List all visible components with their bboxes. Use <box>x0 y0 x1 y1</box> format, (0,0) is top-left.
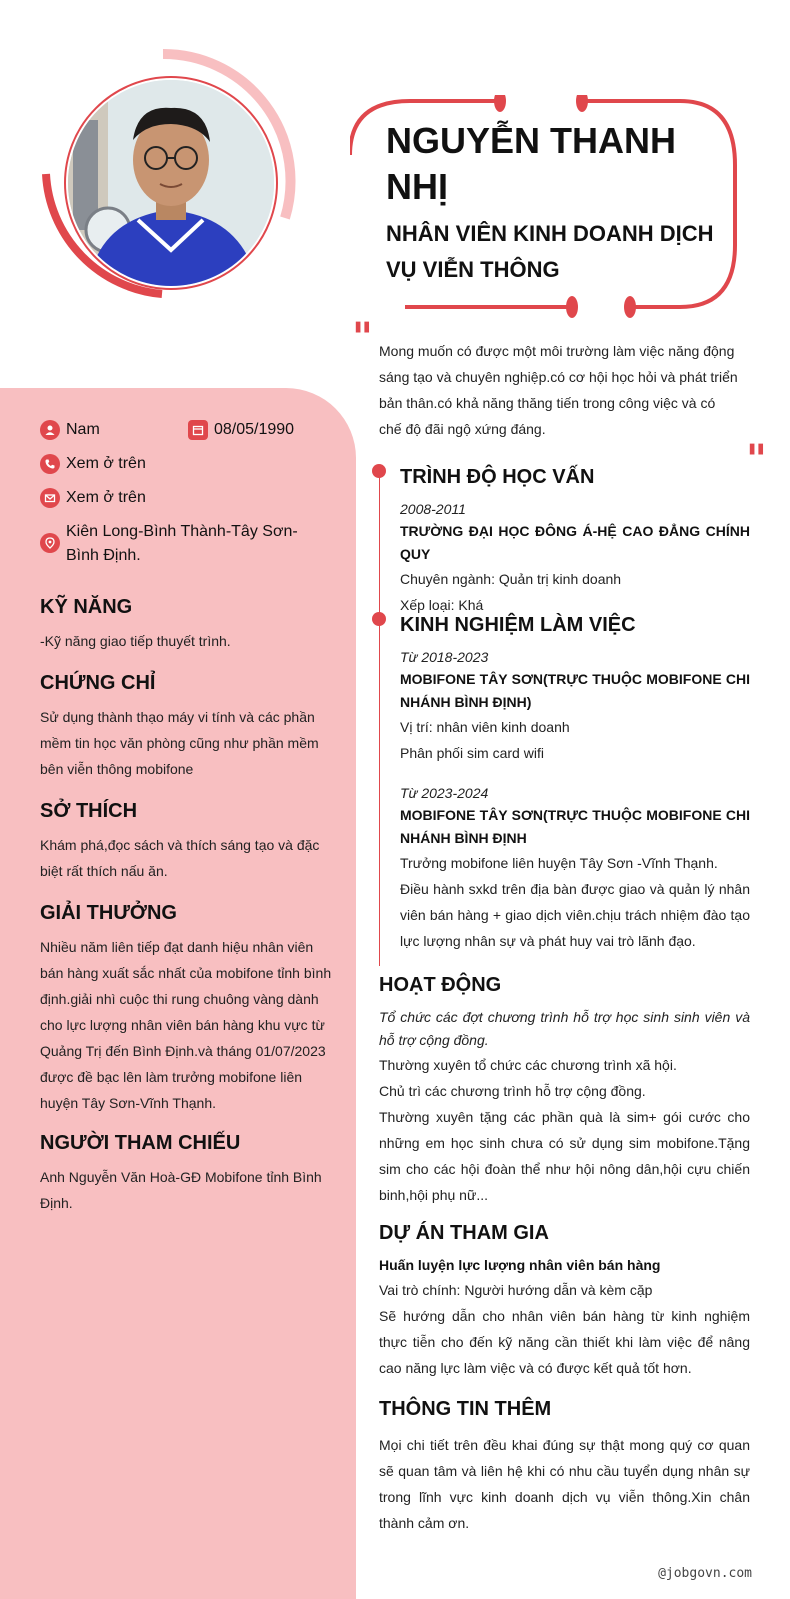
education-major: Chuyên ngành: Quản trị kinh doanh <box>400 571 622 587</box>
education-entry <box>400 498 750 618</box>
watermark: @jobgovn.com <box>658 1566 752 1581</box>
timeline-dot-education <box>372 464 386 478</box>
hobbies-title: SỞ THÍCH <box>40 800 138 822</box>
experience-entry <box>400 782 750 954</box>
job-title: NHÂN VIÊN KINH DOANH DỊCH VỤ VIỄN THÔNG <box>386 221 714 282</box>
timeline-dot-experience <box>372 612 386 626</box>
email-value: Xem ở trên <box>66 489 146 506</box>
profile-photo-frame <box>38 48 298 308</box>
contact-email <box>40 486 146 510</box>
user-icon <box>40 420 60 440</box>
location-pin-icon <box>40 533 60 553</box>
awards-text: Nhiều năm liên tiếp đạt danh hiệu nhân viên bán hàng xuất sắc nhất của mobifone tỉnh bình định.giải nhì cuộc thi rung chuông vàng dành cho lực lượng nhân viên bán hàng khu vực từ Quảng Trị đến Bình Định.và tháng 01/07/2023 được đề bạc lên làm trưởng mobifone liên huyện Tây Sơn-Vĩnh Thạnh. <box>40 939 332 1111</box>
avatar <box>68 80 274 286</box>
experience-period: Từ 2023-2024 <box>400 785 489 801</box>
education-period: 2008-2011 <box>400 501 466 517</box>
hobbies-text: Khám phá,đọc sách và thích sáng tạo và đặc biệt rất thích nấu ăn. <box>40 837 320 879</box>
experience-entry <box>400 646 750 766</box>
skills-title: KỸ NĂNG <box>40 596 133 618</box>
mail-icon <box>40 488 60 508</box>
extra-info-title: THÔNG TIN THÊM <box>379 1398 552 1420</box>
contact-gender <box>40 418 100 442</box>
activities-title: HOẠT ĐỘNG <box>379 974 502 996</box>
education-grade: Xếp loại: Khá <box>400 597 484 613</box>
activities-line: Thường xuyên tổ chức các chương trình xã hội. <box>379 1057 677 1073</box>
experience-detail: Phân phối sim card wifi <box>400 745 544 761</box>
extra-info-text: Mọi chi tiết trên đều khai đúng sự thật mong quý cơ quan sẽ quan tâm và liên hệ khi có nhu cầu tuyển dụng nhân sự trong lĩnh vực kinh doanh dịch vụ viễn thông.Xin chân thành cảm ơn. <box>379 1437 750 1531</box>
activities-line: Thường xuyên tặng các phần quà là sim+ gói cước cho những em học sinh chưa có sử dụng sim mobifone.Tặng sim cho các hội đoàn thể như hội nông dân,hội cựu chiến binh,hội phụ nữ... <box>379 1109 750 1203</box>
references-text: Anh Nguyễn Văn Hoà-GĐ Mobifone tỉnh Bình Định. <box>40 1169 322 1211</box>
skills-text: -Kỹ năng giao tiếp thuyết trình. <box>40 633 231 649</box>
experience-period: Từ 2018-2023 <box>400 649 489 665</box>
activities-subtitle: Tổ chức các đợt chương trình hỗ trợ học sinh sinh viên và hỗ trợ cộng đồng. <box>379 1009 750 1048</box>
phone-value: Xem ở trên <box>66 455 146 472</box>
project-name: Huấn luyện lực lượng nhân viên bán hàng <box>379 1257 661 1273</box>
contact-phone <box>40 452 146 476</box>
experience-detail: Vị trí: nhân viên kinh doanh <box>400 719 570 735</box>
activities-block <box>379 1006 750 1208</box>
address-value: Kiên Long-Bình Thành-Tây Sơn-Bình Định. <box>66 523 298 564</box>
experience-company: MOBIFONE TÂY SƠN(TRỰC THUỘC MOBIFONE CHI NHÁNH BÌNH ĐỊNH) <box>400 671 750 710</box>
candidate-name: NGUYỄN THANH NHỊ <box>386 120 677 207</box>
experience-title: KINH NGHIỆM LÀM VIỆC <box>400 614 636 636</box>
projects-title: DỰ ÁN THAM GIA <box>379 1222 549 1244</box>
certificates-text: Sử dụng thành thạo máy vi tính và các phần mềm tin học văn phòng cũng như phần mềm bên viễn thông mobifone <box>40 709 319 777</box>
education-school: TRƯỜNG ĐẠI HỌC ĐÔNG Á-HỆ CAO ĐẲNG CHÍNH QUY <box>400 523 750 562</box>
close-quote-icon: " <box>746 436 767 483</box>
experience-detail: Điều hành sxkd trên địa bàn được giao và quản lý nhân viên bán hàng + giao dịch viên.chịu trách nhiệm đào tạo lực lượng nhân sự và phát huy vai trò lãnh đạo. <box>400 881 750 949</box>
contact-birthday <box>188 418 294 442</box>
certificates-title: CHỨNG CHỈ <box>40 672 156 694</box>
project-description: Sẽ hướng dẫn cho nhân viên bán hàng từ kinh nghiệm thực tiễn cho đến kỹ năng cần thiết khi làm việc để nâng cao năng lực làm việc và có được kết quả tốt hơn. <box>379 1308 750 1376</box>
phone-icon <box>40 454 60 474</box>
projects-block <box>379 1254 750 1381</box>
experience-company: MOBIFONE TÂY SƠN(TRỰC THUỘC MOBIFONE CHI NHÁNH BÌNH ĐỊNH <box>400 807 750 846</box>
contact-address <box>40 520 330 568</box>
awards-title: GIẢI THƯỞNG <box>40 902 177 924</box>
references-title: NGƯỜI THAM CHIẾU <box>40 1132 241 1154</box>
gender-value: Nam <box>66 421 100 438</box>
timeline-line <box>379 466 380 966</box>
open-quote-icon: " <box>352 314 373 361</box>
career-objective: Mong muốn có được một môi trường làm việc năng động sáng tạo và chuyên nghiệp.có cơ hội học hỏi và phát triển bản thân.có khả năng thăng tiến trong công việc và có chế độ đãi ngộ xứng đáng. <box>379 343 738 437</box>
project-role: Vai trò chính: Người hướng dẫn và kèm cặp <box>379 1282 653 1298</box>
activities-line: Chủ trì các chương trình hỗ trợ cộng đồng. <box>379 1083 646 1099</box>
calendar-icon <box>188 420 208 440</box>
birthday-value: 08/05/1990 <box>214 421 295 438</box>
experience-detail: Trưởng mobifone liên huyện Tây Sơn -Vĩnh Thạnh. <box>400 855 718 871</box>
education-title: TRÌNH ĐỘ HỌC VẤN <box>400 466 595 488</box>
